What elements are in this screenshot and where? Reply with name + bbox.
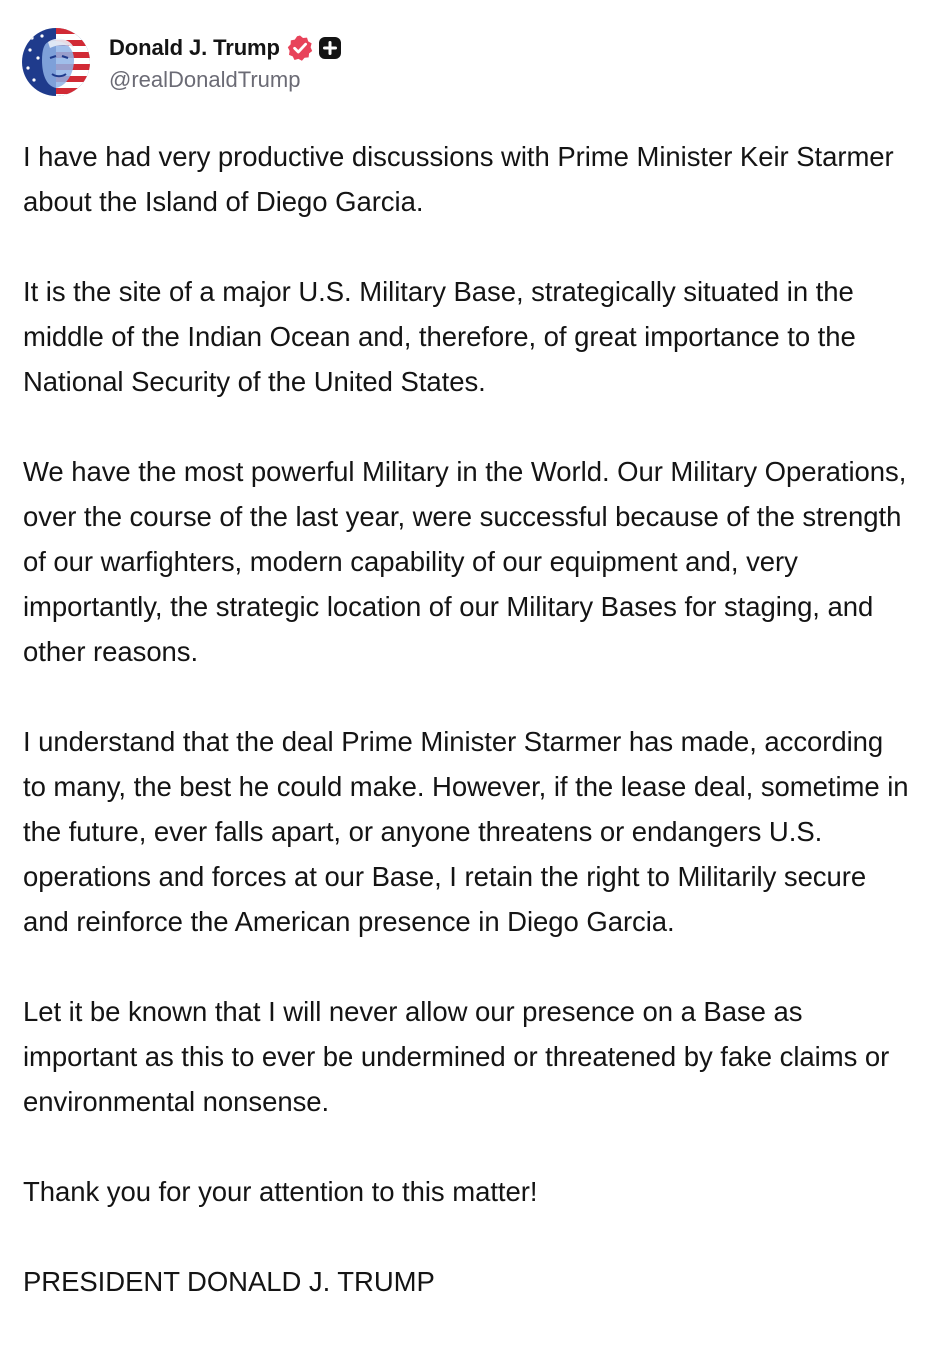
display-name[interactable]: Donald J. Trump — [109, 35, 280, 60]
post-header — [22, 27, 342, 97]
user-handle[interactable]: @realDonaldTrump — [109, 67, 301, 92]
post-paragraph: It is the site of a major U.S. Military Base, strategically situated in the middle of the Indian Ocean and, therefore, of great importance to the National Security of the United States. — [23, 276, 856, 397]
post-paragraph: Let it be known that I will never allow our presence on a Base as important as this to ever be undermined or threatened by fake claims or environmental nonsense. — [23, 996, 890, 1117]
post-paragraph: I understand that the deal Prime Minister Starmer has made, according to many, the best he could make. However, if the lease deal, sometime in the future, ever falls apart, or anyone threatens or endangers U.S. operations and forces at our Base, I retain the right to Militarily secure and reinforce the American presence in Diego Garcia. — [23, 726, 909, 937]
post-body — [23, 134, 913, 1304]
post-paragraph: I have had very productive discussions with Prime Minister Keir Starmer about the Island of Diego Garcia. — [23, 141, 894, 217]
avatar[interactable] — [22, 28, 90, 96]
name-row — [109, 31, 342, 65]
plus-square-icon — [318, 36, 342, 60]
post-paragraph: Thank you for your attention to this matter! — [23, 1176, 538, 1207]
avatar-flag-portrait-icon — [22, 28, 90, 96]
post-paragraph: We have the most powerful Military in the World. Our Military Operations, over the course of the last year, were successful because of the strength of our warfighters, modern capability of our equipment and, very importantly, the strategic location of our Military Bases for staging, and other reasons. — [23, 456, 907, 667]
verified-badge-icon — [286, 34, 314, 62]
author-identity — [109, 31, 342, 93]
post-signature: PRESIDENT DONALD J. TRUMP — [23, 1266, 435, 1297]
